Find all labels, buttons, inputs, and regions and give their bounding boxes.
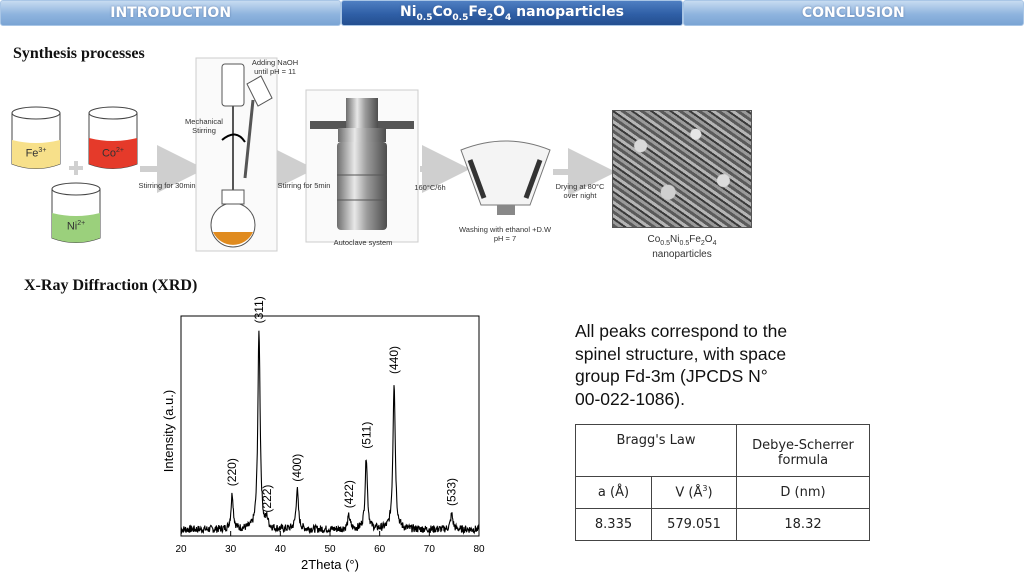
adding-naoh-note: Adding NaOH until pH = 11: [251, 58, 299, 77]
peak-label: (511): [359, 421, 374, 449]
x-tick-label: 80: [473, 544, 485, 555]
ni-label: $Ni^{2+}$: [66, 220, 86, 233]
peak-label: (311): [251, 296, 266, 324]
step2-label: Stirring for 5min: [277, 181, 331, 190]
x-axis-label: 2Theta (°): [301, 557, 359, 572]
xrd-summary: [575, 320, 818, 410]
fe-label: $Fe^{3+}$: [25, 147, 47, 160]
a-label: a (Å): [576, 477, 652, 509]
summary-line-1: All peaks correspond to the: [575, 321, 788, 341]
drying-note: Drying at 80°C over night: [555, 182, 605, 201]
bragg-header: Bragg's Law: [576, 425, 737, 477]
x-tick-label: 70: [423, 544, 435, 555]
tab-nanoparticles-label: $Ni_{0.5}Co_{0.5}Fe_2O_4$ nanoparticles: [400, 3, 624, 23]
x-tick-label: 50: [324, 544, 336, 555]
plot-frame: [181, 316, 479, 536]
x-tick-label: 40: [274, 544, 286, 555]
x-tick-label: 20: [175, 544, 187, 555]
synthesis-heading: Synthesis processes: [13, 45, 145, 62]
peak-label: (220): [225, 458, 240, 487]
results-table: [575, 424, 870, 541]
summary-line-2: spinel structure, with space: [575, 343, 787, 364]
peak-label: (400): [290, 453, 305, 482]
debye-header: Debye-Scherrer formula: [737, 425, 870, 477]
xrd-pattern-line: [181, 331, 479, 533]
d-value: 18.32: [737, 509, 870, 541]
tab-introduction-label: INTRODUCTION: [110, 5, 232, 21]
autoclave-label: Autoclave system: [333, 238, 393, 247]
washing-note: Washing with ethanol +D.W pH = 7: [458, 225, 552, 244]
peak-label: (422): [341, 480, 356, 509]
tab-conclusion-label: CONCLUSION: [801, 5, 905, 21]
peak-label: (533): [444, 477, 459, 506]
step1-label: Stirring for 30min: [138, 181, 196, 190]
x-tick-label: 60: [374, 544, 386, 555]
summary-line-3: group Fd-3m (JPCDS N°: [575, 366, 768, 386]
mechanical-stirring-note: Mechanical Stirring: [185, 117, 223, 136]
d-label: D (nm): [737, 477, 870, 509]
xrd-heading: X-Ray Diffraction (XRD): [24, 277, 198, 294]
co-label: $Co^{2+}$: [101, 147, 125, 160]
v-value: 579.051: [652, 509, 737, 541]
peak-label: (222): [259, 484, 274, 513]
peak-label: (440): [387, 345, 402, 374]
product-label: $Co_{0.5}Ni_{0.5}Fe_2O_4$ nanoparticles: [647, 234, 717, 261]
y-axis-label: Intensity (a.u.): [161, 389, 176, 473]
step3-label: 160°C/6h: [414, 183, 446, 192]
v-label: V $(Å^3)$: [652, 477, 737, 509]
a-value: 8.335: [576, 509, 652, 541]
summary-line-4: 00-022-1086).: [575, 388, 685, 409]
x-tick-label: 30: [225, 544, 237, 555]
